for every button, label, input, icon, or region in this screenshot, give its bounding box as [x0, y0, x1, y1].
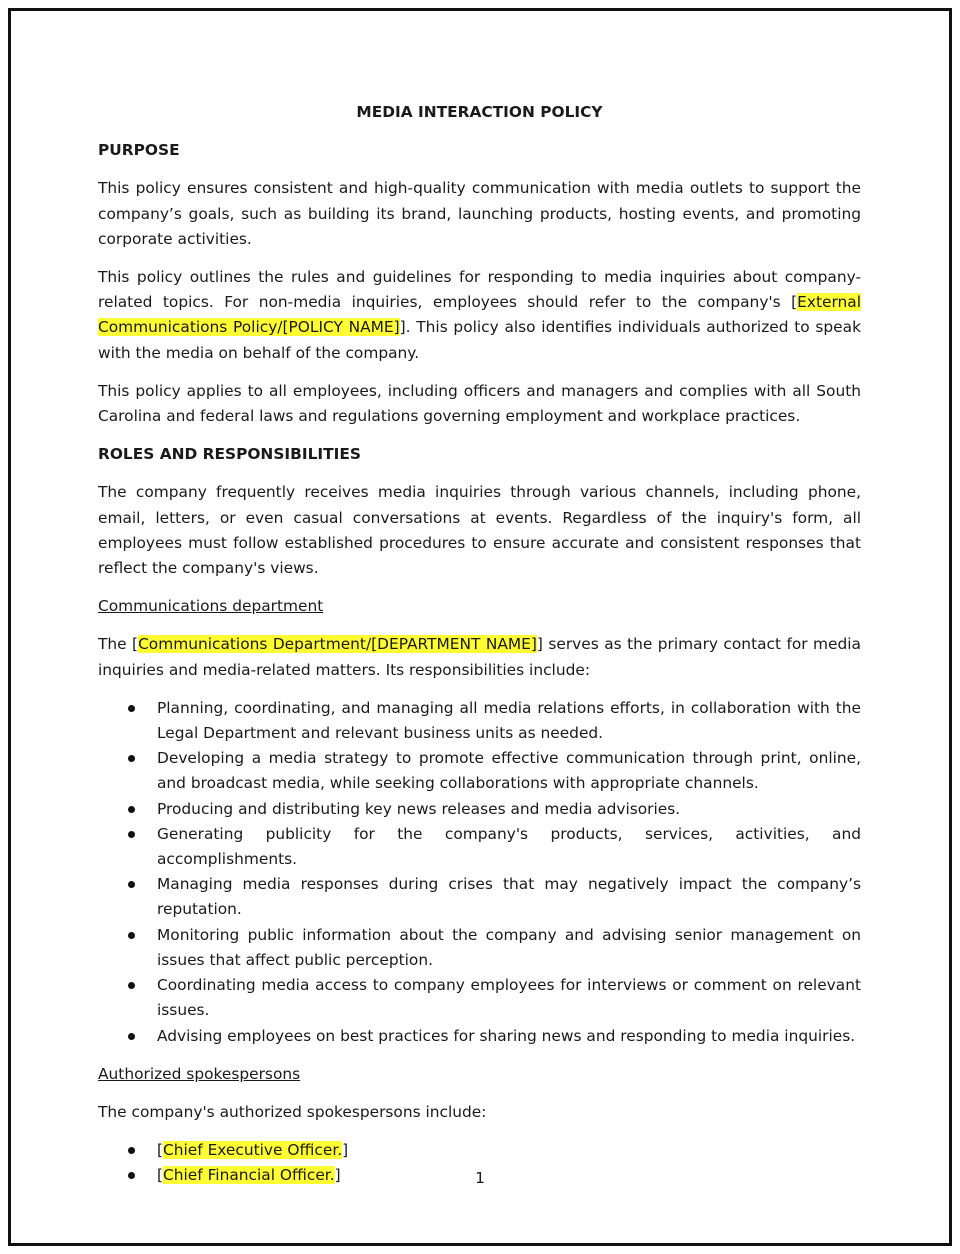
purpose-paragraph-1: This policy ensures consistent and high-quality communication with media outlets to support the company’s goals, such as building its brand, launching products, hosting events, and promoting corporate activities. — [98, 179, 861, 248]
spokespersons-intro: The company's authorized spokespersons include: — [98, 1102, 487, 1121]
purpose-paragraph-2-text-a: This policy outlines the rules and guidelines for responding to media inquiries about company-related topics. For non-media inquiries, employees should refer to the company's [ — [98, 268, 861, 312]
roles-heading: ROLES AND RESPONSIBILITIES — [98, 445, 361, 464]
purpose-heading: PURPOSE — [98, 141, 180, 160]
bracket-close: ] — [342, 1141, 349, 1160]
list-item: Managing media responses during crises that may negatively impact the company’s reputation. — [98, 872, 861, 922]
communications-text-a: The [ — [98, 635, 139, 654]
authorized-spokespersons-subheading: Authorized spokespersons — [98, 1064, 301, 1083]
roles-paragraph: The company frequently receives media inquiries through various channels, including phone, email, letters, or even casual conversations at events. Regardless of the inquiry's form, all employees must follow established procedures to ensure accurate and consistent responses that reflect the company's views. — [98, 483, 861, 578]
document-body — [98, 100, 861, 1202]
bracket-close: ] — [334, 1166, 341, 1185]
document-page — [8, 8, 952, 1246]
list-item: Coordinating media access to company employees for interviews or comment on relevant issues. — [98, 973, 861, 1023]
policy-name-placeholder: External Communications Policy/[POLICY NAME] — [98, 293, 861, 337]
communications-text-b: ] serves as the primary contact for media inquiries and media-related matters. Its responsibilities include: — [98, 635, 861, 679]
ceo-placeholder: Chief Executive Officer. — [163, 1141, 343, 1160]
purpose-paragraph-2 — [98, 265, 861, 366]
bracket-open: [ — [157, 1166, 164, 1185]
communications-department-paragraph — [98, 632, 861, 682]
list-item — [98, 1138, 861, 1163]
cfo-placeholder: Chief Financial Officer. — [163, 1166, 335, 1185]
department-name-placeholder: Communications Department/[DEPARTMENT NAME] — [138, 635, 537, 654]
purpose-paragraph-2-text-b: ]. This policy also identifies individuals authorized to speak with the media on behalf of the company. — [98, 318, 861, 362]
purpose-paragraph-3: This policy applies to all employees, including officers and managers and complies with all South Carolina and federal laws and regulations governing employment and workplace practices. — [98, 381, 861, 426]
list-item: Producing and distributing key news releases and media advisories. — [98, 797, 861, 822]
list-item: Developing a media strategy to promote effective communication through print, online, and broadcast media, while seeking collaborations with appropriate channels. — [98, 746, 861, 796]
document-title: MEDIA INTERACTION POLICY — [356, 103, 603, 121]
page-number: 1 — [475, 1169, 485, 1187]
communications-department-subheading: Communications department — [98, 597, 324, 616]
list-item: Generating publicity for the company's products, services, activities, and accomplishments. — [98, 822, 861, 872]
list-item: Monitoring public information about the company and advising senior management on issues that affect public perception. — [98, 923, 861, 973]
list-item: Planning, coordinating, and managing all media relations efforts, in collaboration with the Legal Department and relevant business units as needed. — [98, 696, 861, 746]
bracket-open: [ — [157, 1141, 164, 1160]
list-item: Advising employees on best practices for sharing news and responding to media inquiries. — [98, 1024, 861, 1049]
responsibilities-list — [98, 696, 861, 1049]
